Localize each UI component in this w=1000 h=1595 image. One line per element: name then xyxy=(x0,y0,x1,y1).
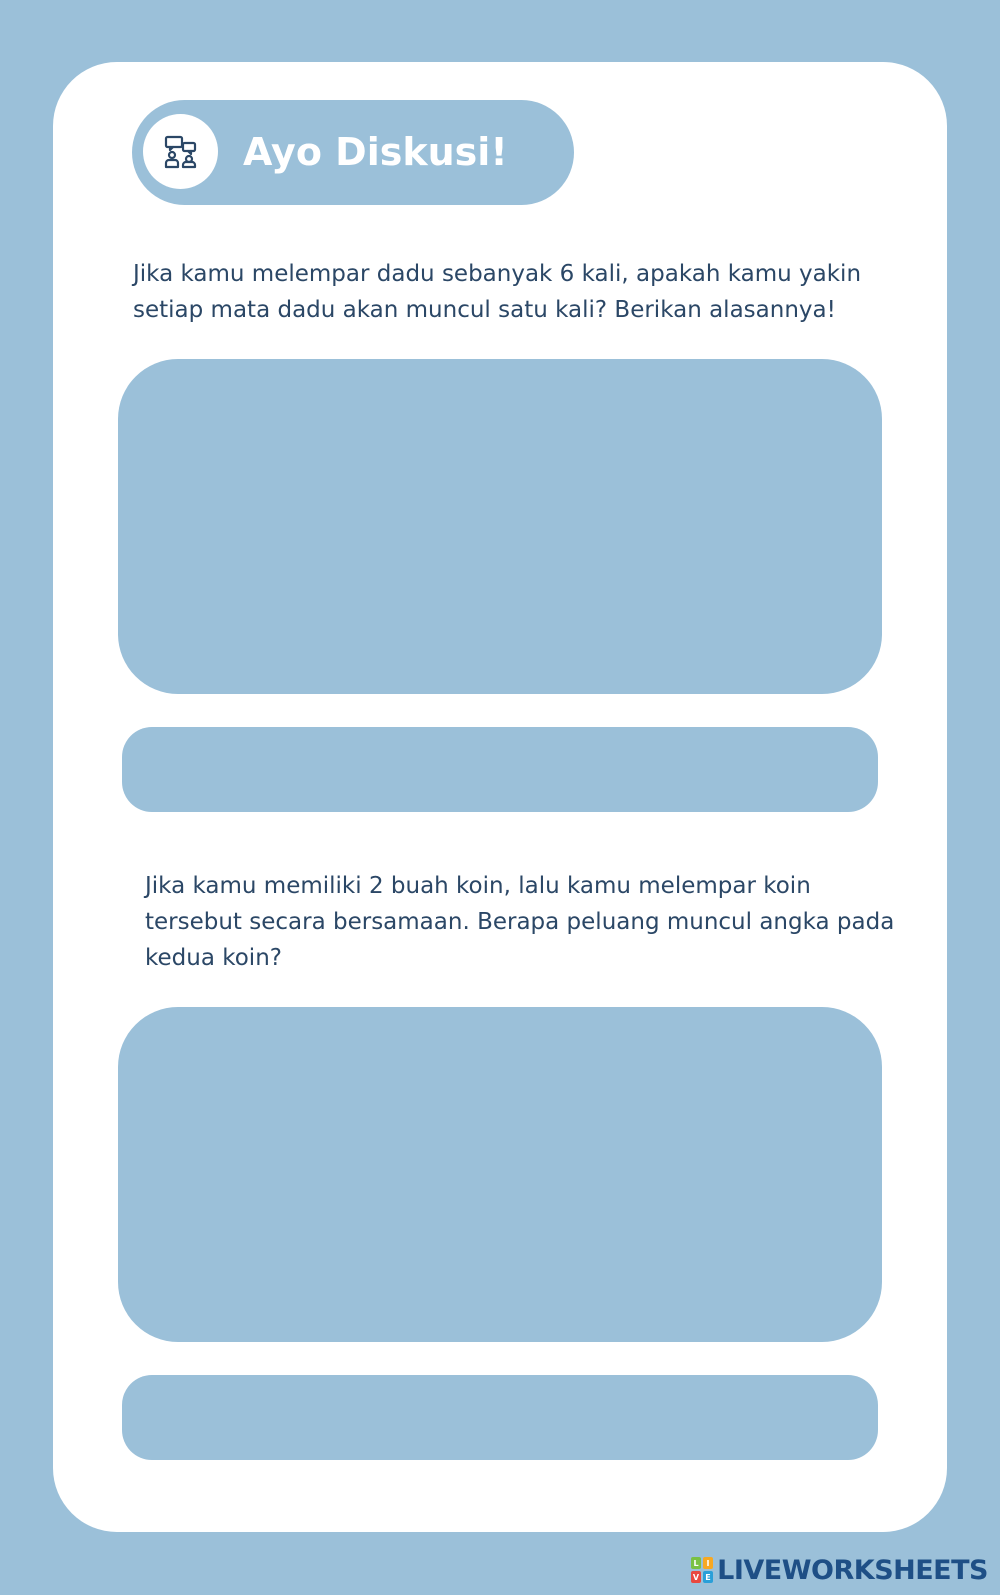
answer-1-reason-box[interactable] xyxy=(118,359,882,694)
answer-2-short-field[interactable] xyxy=(122,1375,878,1460)
liveworksheets-watermark xyxy=(691,1553,988,1587)
svg-text:L: L xyxy=(693,1559,699,1568)
watermark-text: LIVEWORKSHEETS xyxy=(717,1554,988,1586)
svg-text:E: E xyxy=(705,1573,711,1582)
answer-1-short-field[interactable] xyxy=(122,727,878,812)
header-icon-badge xyxy=(143,114,218,189)
svg-text:I: I xyxy=(706,1559,710,1568)
page-title: Ayo Diskusi! xyxy=(243,130,508,174)
question-2-text: Jika kamu memiliki 2 buah koin, lalu kamu melempar koin tersebut secara bersamaan. Berapa peluang muncul angka pada kedua koin? xyxy=(145,873,895,971)
svg-text:V: V xyxy=(693,1573,700,1582)
discussion-group-icon xyxy=(161,132,201,172)
liveworksheets-logo-icon xyxy=(691,1557,713,1583)
question-1-text: Jika kamu melempar dadu sebanyak 6 kali, apakah kamu yakin setiap mata dadu akan muncul satu kali? Berikan alasannya! xyxy=(133,261,862,323)
answer-2-work-box[interactable] xyxy=(118,1007,882,1342)
